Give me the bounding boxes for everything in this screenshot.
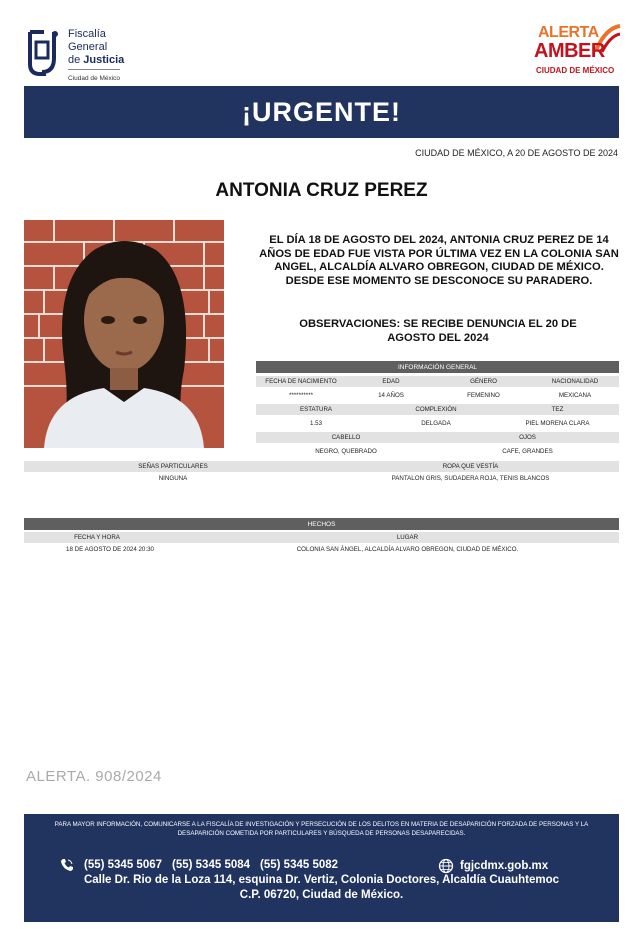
observations: OBSERVACIONES: SE RECIBE DENUNCIA EL 20 DE AGOSTO DEL 2024 <box>299 318 577 344</box>
missing-person-photo <box>24 220 224 448</box>
event-datetime-value: 18 DE AGOSTO DE 2024 20:30 <box>66 546 154 553</box>
info-general-header: INFORMACIÓN GENERAL <box>256 361 619 373</box>
phone-number-2[interactable]: (55) 5345 5084 <box>172 859 251 871</box>
alerta-amber-logo: ALERTA AMBER CIUDAD DE MÉXICO <box>534 24 624 82</box>
address-line-1: Calle Dr. Rio de la Loza 114, esquina Dr. Vertiz, Colonia Doctores, Alcaldía Cuauhtemoc <box>83 874 560 886</box>
event-datetime-label: FECHA Y HORA <box>74 534 120 541</box>
website-link[interactable]: fgjcdmx.gob.mx <box>460 860 549 872</box>
alert-number: ALERTA. 908/2024 <box>26 768 162 785</box>
missing-person-name: ANTONIA CRUZ PEREZ <box>215 180 428 201</box>
disappearance-statement: EL DÍA 18 DE AGOSTO DEL 2024, ANTONIA CRUZ PEREZ DE 14 AÑOS DE EDAD FUE VISTA POR ÚLTIMA VEZ EN LA COLONIA SAN ANGEL, ALCALDÍA ALVARO OBREGON, CIUDAD DE MÉXICO. DESDE ESE MOMENTO SE DESCONOCE SU PARADERO. <box>259 234 619 287</box>
phone-icon <box>60 858 74 872</box>
clothing-label: ROPA QUE VESTÍA <box>442 463 499 470</box>
eyes-value: CAFE, GRANDES <box>502 448 553 455</box>
birthdate-value: ********** <box>288 392 314 399</box>
event-place-value: COLONIA SAN ÁNGEL, ALCALDÍA ALVARO OBREGON, CIUDAD DE MÉXICO. <box>296 546 519 553</box>
distinguishing-marks-label: SEÑAS PARTICULARES <box>138 463 208 470</box>
height-value: 1.53 <box>309 420 323 427</box>
phone-number-1[interactable]: (55) 5345 5067 <box>84 859 163 871</box>
birthdate-label: FECHA DE NACIMIENTO <box>265 378 337 385</box>
complexion-label: TEZ <box>551 406 564 413</box>
height-label: ESTATURA <box>299 406 333 413</box>
distinguishing-marks-value: NINGUNA <box>158 475 188 482</box>
complexion-value: PIEL MORENA CLARA <box>525 420 590 427</box>
fgj-logo-text: Fiscalía General de Justicia Ciudad de México <box>68 28 124 85</box>
phone-list <box>60 858 338 872</box>
fgj-emblem-icon <box>24 28 62 78</box>
footer-contact <box>24 814 619 922</box>
eyes-label: OJOS <box>519 434 536 441</box>
nationality-value: MEXICANA <box>558 392 592 399</box>
address-line-2: C.P. 06720, Ciudad de México. <box>239 889 404 901</box>
gender-value: FEMENINO <box>467 392 500 399</box>
hair-value: NEGRO, QUEBRADO <box>315 448 377 455</box>
website <box>438 858 548 874</box>
gender-label: GÉNERO <box>470 378 497 385</box>
hechos-header: HECHOS <box>24 518 619 530</box>
age-label: EDAD <box>382 378 400 385</box>
build-label: COMPLEXIÓN <box>415 406 457 413</box>
footer-note: PARA MAYOR INFORMACIÓN, COMUNICARSE A LA FISCALÍA DE INVESTIGACIÓN Y PERSECUCIÓN DE LOS DELITOS EN MATERIA DE DESAPARICIÓN FORZADA DE PERSONAS Y LA DESAPARICIÓN COMETIDA POR PARTICULARES Y BÚSQUEDA DE PERSONAS DESAPARECIDAS. <box>54 821 589 837</box>
phone-number-3[interactable]: (55) 5345 5082 <box>260 859 339 871</box>
issue-date: CIUDAD DE MÉXICO, A 20 DE AGOSTO DE 2024 <box>415 148 618 158</box>
urgent-title: ¡URGENTE! <box>242 96 401 127</box>
urgent-banner <box>24 86 619 138</box>
build-value: DELGADA <box>421 420 451 427</box>
event-place-label: LUGAR <box>396 534 419 541</box>
nationality-label: NACIONALIDAD <box>551 378 599 385</box>
clothing-value: PANTALON GRIS, SUDADERA ROJA, TENIS BLANCOS <box>391 475 550 482</box>
globe-icon <box>438 858 454 874</box>
fgj-logo <box>24 24 154 84</box>
age-value: 14 AÑOS <box>378 392 404 399</box>
hair-label: CABELLO <box>331 434 361 441</box>
